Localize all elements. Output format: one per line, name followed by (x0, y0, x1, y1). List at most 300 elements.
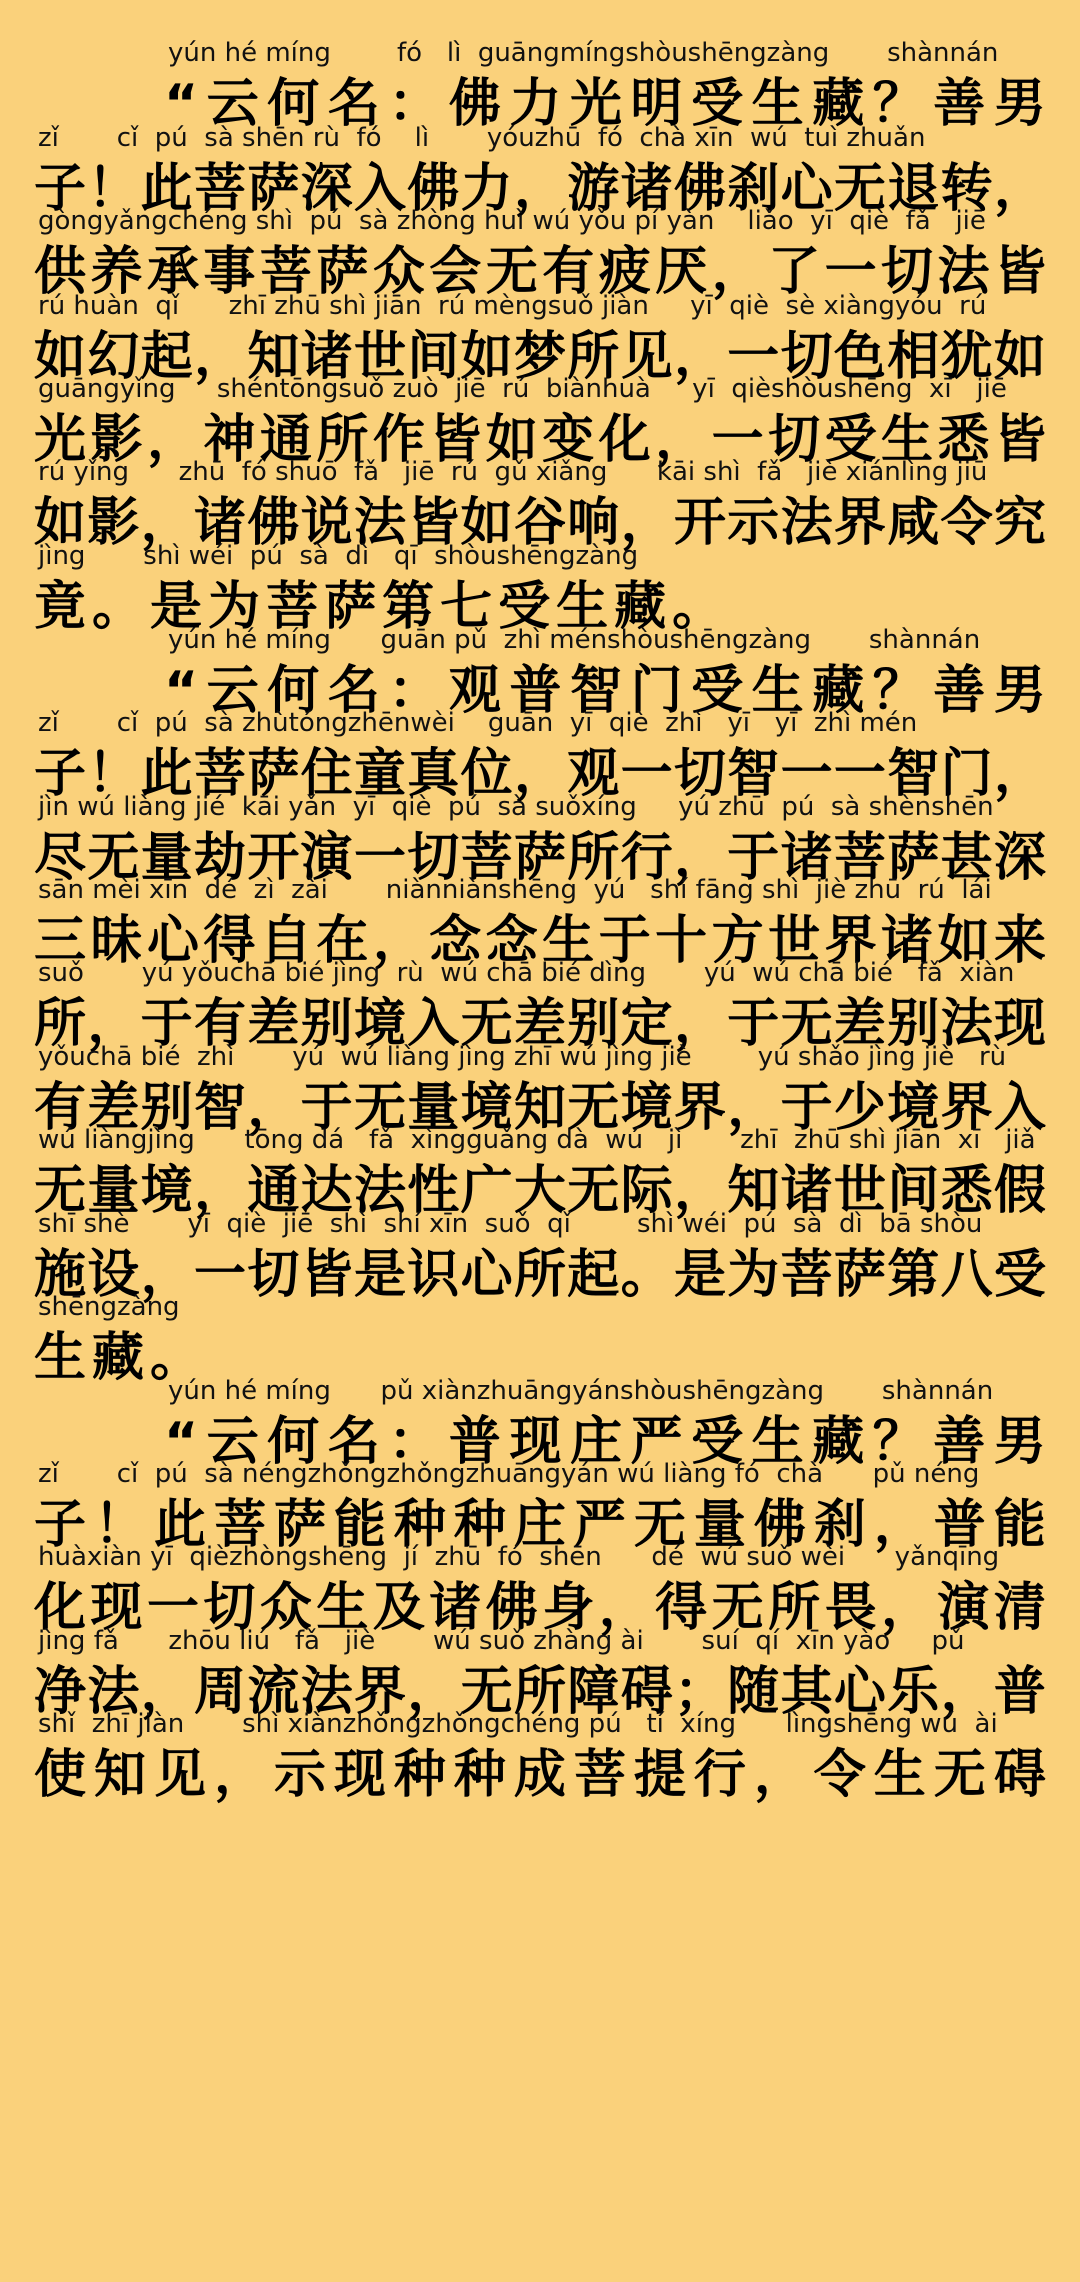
hanzi-char: 智 (727, 744, 780, 804)
hanzi-char: 障 (567, 1662, 620, 1722)
hanzi-char: 藏 (614, 577, 667, 637)
hanzi-char: 为 (208, 577, 261, 637)
hanzi-char: 名 (327, 1412, 380, 1472)
hanzi-char: 如 (34, 493, 87, 553)
hanzi-char: 得 (655, 1578, 708, 1638)
hanzi-char: 菩 (460, 828, 513, 888)
hanzi-char: 法 (87, 1662, 140, 1722)
hanzi-char: ， (140, 1245, 193, 1305)
hanzi-char: 劫 (193, 828, 246, 888)
hanzi-char: ？ (872, 661, 925, 721)
hanzi-char: 知 (247, 327, 300, 387)
hanzi-char: 心 (146, 911, 199, 971)
hanzi-char: 一 (353, 828, 406, 888)
hanzi-char: ？ (872, 74, 925, 134)
hanzi-char: 一 (780, 744, 833, 804)
hanzi-char: 开 (247, 828, 300, 888)
hanzi-char: 竟 (34, 577, 87, 637)
pinyin-line: yún hé míng guān pǔ zhì ménshòushēngzàng shànnán (168, 625, 981, 655)
hanzi-char: 智 (887, 744, 940, 804)
hanzi-char: 诸 (300, 327, 353, 387)
hanzi-char: 方 (711, 911, 764, 971)
hanzi-char: 大 (513, 1161, 566, 1221)
hanzi-char: ， (673, 994, 726, 1054)
hanzi-char: 此 (140, 744, 193, 804)
hanzi-char: 差 (247, 994, 300, 1054)
hanzi-char: 施 (34, 1245, 87, 1305)
hanzi-char: 提 (633, 1745, 686, 1805)
hanzi-char: 境 (353, 994, 406, 1054)
hanzi-char: ， (881, 1578, 934, 1638)
pinyin-line: gòngyǎngchéng shì pú sà zhòng huì wú yǒu pí yàn liǎo yī qiè fǎ jiē (38, 206, 986, 236)
hanzi-char: 男 (993, 661, 1046, 721)
hanzi-char: 世 (768, 911, 821, 971)
hanzi-char: 自 (259, 911, 312, 971)
hanzi-char: “ (164, 74, 199, 134)
hanzi-char: 众 (372, 242, 425, 302)
hanzi-char: 一 (833, 744, 886, 804)
hanzi-char: ； (673, 1662, 726, 1722)
hanzi-char: 设 (87, 1245, 140, 1305)
hanzi-char: 皆 (993, 242, 1046, 302)
hanzi-char: 畏 (824, 1578, 877, 1638)
hanzi-char: 子 (34, 159, 87, 219)
hanzi-char: 如 (485, 410, 538, 470)
hanzi-char: ， (753, 1745, 806, 1805)
hanzi-char: 受 (691, 74, 744, 134)
hanzi-char: 藏 (812, 74, 865, 134)
hanzi-char: 知 (513, 1078, 566, 1138)
hanzi-char: 何 (267, 661, 320, 721)
hanzi-char: 童 (353, 744, 406, 804)
hanzi-char: 佛 (247, 493, 300, 553)
hanzi-char: 化 (598, 410, 651, 470)
hanzi-char: 相 (887, 327, 940, 387)
hanzi-char: 切 (203, 1578, 256, 1638)
pinyin-line: zǐ cǐ pú sà shēn rù fó lì yóuzhū fó chà xīn wú tuì zhuǎn (38, 123, 926, 153)
hanzi-char: 乐 (887, 1662, 940, 1722)
hanzi-char: 菩 (193, 744, 246, 804)
hanzi-char: 无 (567, 1078, 620, 1138)
hanzi-char: 境 (620, 1078, 673, 1138)
hanzi-char: 念 (485, 911, 538, 971)
hanzi-char: 藏 (812, 1412, 865, 1472)
hanzi-char: 如 (993, 327, 1046, 387)
hanzi-char: 深 (300, 159, 353, 219)
hanzi-char: 化 (34, 1578, 87, 1638)
hanzi-char: 为 (727, 1245, 780, 1305)
hanzi-char: ？ (872, 1412, 925, 1472)
hanzi-char: 云 (206, 661, 259, 721)
hanzi-char: 现 (90, 1578, 143, 1638)
hanzi-char: 第 (887, 1245, 940, 1305)
hanzi-char: 所 (567, 828, 620, 888)
hanzi-char: 如 (460, 327, 513, 387)
hanzi-char: 起 (140, 327, 193, 387)
hanzi-char: 其 (780, 1662, 833, 1722)
hanzi-char: 受 (993, 1245, 1046, 1305)
hanzi-char: 云 (206, 1412, 259, 1472)
hanzi-char: 如 (34, 327, 87, 387)
hanzi-char: 菩 (213, 1495, 266, 1555)
hanzi-char: 净 (34, 1662, 87, 1722)
hanzi-char: 普 (448, 1412, 501, 1472)
hanzi-char: 萨 (247, 159, 300, 219)
hanzi-char: 光 (570, 74, 623, 134)
hanzi-char: 会 (429, 242, 482, 302)
hanzi-char: 力 (460, 159, 513, 219)
hanzi-char: 受 (824, 410, 877, 470)
hanzi-char: 生 (542, 911, 595, 971)
hanzi-char: 受 (691, 1412, 744, 1472)
hanzi-char: 间 (887, 1161, 940, 1221)
hanzi-char: 界 (824, 911, 877, 971)
hanzi-char: 心 (780, 159, 833, 219)
hanzi-char: 刹 (727, 159, 780, 219)
hanzi-char: 境 (140, 1161, 193, 1221)
hanzi-char: 严 (573, 1495, 626, 1555)
hanzi-char: 界 (940, 1078, 993, 1138)
pinyin-line: huàxiàn yī qièzhòngshēng jí zhū fó shēn dé wú suǒ wèi yǎnqīng (38, 1542, 1000, 1572)
hanzi-char: 种 (393, 1495, 446, 1555)
hanzi-char: 受 (691, 661, 744, 721)
hanzi-char: 藏 (92, 1328, 145, 1388)
hanzi-char: 响 (567, 493, 620, 553)
hanzi-char: 差 (87, 1078, 140, 1138)
pinyin-line: shǐ zhī jiàn shì xiànzhǒngzhǒngchéng pú tí xíng lìngshēng wú ài (38, 1709, 998, 1739)
hanzi-char: 。 (672, 577, 725, 637)
hanzi-char: 何 (267, 74, 320, 134)
hanzi-char: 门 (940, 744, 993, 804)
hanzi-char: 境 (460, 1078, 513, 1138)
hanzi-char: 所 (316, 410, 369, 470)
hanzi-char: 十 (655, 911, 708, 971)
hanzi-char: 子 (34, 1495, 87, 1555)
hanzi-char: ， (673, 828, 726, 888)
hanzi-char: 庄 (570, 1412, 623, 1472)
hanzi-char: 切 (780, 327, 833, 387)
hanzi-char: 行 (693, 1745, 746, 1805)
hanzi-char: 云 (206, 74, 259, 134)
hanzi-char: 神 (203, 410, 256, 470)
pinyin-line: suǒ yú yǒuchā bié jìng rù wú chā bié dìng yú wú chā bié fǎ xiàn (38, 958, 1015, 988)
hanzi-char: 成 (513, 1745, 566, 1805)
hanzi-char: 令 (940, 493, 993, 553)
hanzi-char: 一 (193, 1245, 246, 1305)
hanzi-char: 所 (34, 994, 87, 1054)
hanzi-char: 诸 (193, 493, 246, 553)
hanzi-char: 切 (247, 1245, 300, 1305)
hanzi-char: 所 (513, 1245, 566, 1305)
hanzi-char: 是 (150, 577, 203, 637)
hanzi-char: 萨 (513, 828, 566, 888)
pinyin-line: jìng shì wéi pú sà dì qī shòushēngzàng (38, 541, 639, 571)
hanzi-char: 现 (333, 1745, 386, 1805)
hanzi-char: 令 (813, 1745, 866, 1805)
hanzi-char: 甚 (940, 828, 993, 888)
hanzi-char: 一 (620, 744, 673, 804)
hanzi-char: 菩 (259, 242, 312, 302)
hanzi-char: 清 (993, 1578, 1046, 1638)
hanzi-char: 疲 (598, 242, 651, 302)
hanzi-char: 达 (300, 1161, 353, 1221)
hanzi-char: 无 (711, 1578, 764, 1638)
hanzi-char: 能 (993, 1495, 1046, 1555)
hanzi-char: 庄 (513, 1495, 566, 1555)
hanzi-char: 有 (193, 994, 246, 1054)
hanzi-char: 起 (567, 1245, 620, 1305)
hanzi-char: 有 (542, 242, 595, 302)
hanzi-char: 佛 (485, 1578, 538, 1638)
hanzi-char: 诸 (780, 1161, 833, 1221)
hanzi-char: 世 (833, 1161, 886, 1221)
hanzi-char: 入 (407, 994, 460, 1054)
hanzi-char: 于 (300, 1078, 353, 1138)
hanzi-char: 智 (193, 1078, 246, 1138)
hanzi-char: 是 (353, 1245, 406, 1305)
hanzi-char: 少 (833, 1078, 886, 1138)
hanzi-char: 悉 (937, 410, 990, 470)
hanzi-char: ， (673, 1161, 726, 1221)
hanzi-char: 真 (407, 744, 460, 804)
hanzi-char: 佛 (448, 74, 501, 134)
hanzi-char: 如 (937, 911, 990, 971)
hanzi-char: 七 (440, 577, 493, 637)
hanzi-char: 说 (300, 493, 353, 553)
hanzi-char: 无 (567, 1161, 620, 1221)
hanzi-char: 菩 (780, 1245, 833, 1305)
hanzi-char: 法 (780, 493, 833, 553)
hanzi-char: 萨 (833, 1245, 886, 1305)
hanzi-char: 广 (460, 1161, 513, 1221)
hanzi-char: ！ (87, 159, 140, 219)
hanzi-char: 生 (34, 1328, 87, 1388)
hanzi-char: 见 (153, 1745, 206, 1805)
pinyin-line: jìng fǎ zhōu liú fǎ jiè wú suǒ zhàng ài suí qí xīn yào pǔ (38, 1626, 965, 1656)
hanzi-char: 演 (300, 828, 353, 888)
hanzi-char: 心 (460, 1245, 513, 1305)
hanzi-char: 此 (140, 159, 193, 219)
hanzi-char: 得 (203, 911, 256, 971)
hanzi-char: 何 (267, 1412, 320, 1472)
hanzi-char: 无 (460, 1662, 513, 1722)
pinyin-line: shēngzàng (38, 1292, 180, 1322)
pinyin-line: yǒuchā bié zhì yú wú liàng jìng zhī wú jìng jiè yú shǎo jìng jiè rù (38, 1042, 1007, 1072)
hanzi-char: 识 (407, 1245, 460, 1305)
hanzi-char: 无 (353, 1078, 406, 1138)
hanzi-char: 知 (93, 1745, 146, 1805)
hanzi-char: 定 (620, 994, 673, 1054)
hanzi-char: 法 (353, 1161, 406, 1221)
hanzi-char: 于 (598, 911, 651, 971)
hanzi-char: 生 (881, 410, 934, 470)
hanzi-char: 三 (34, 911, 87, 971)
hanzi-char: 影 (90, 410, 143, 470)
hanzi-char: 法 (937, 242, 990, 302)
hanzi-char: 男 (993, 1412, 1046, 1472)
hanzi-char: 萨 (273, 1495, 326, 1555)
hanzi-char: 无 (34, 1161, 87, 1221)
hanzi-char: 示 (727, 493, 780, 553)
hanzi-char: 名 (327, 74, 380, 134)
hanzi-line-chars (34, 1743, 1046, 1807)
hanzi-char: 生 (556, 577, 609, 637)
hanzi-char: 智 (570, 661, 623, 721)
hanzi-char: 于 (727, 828, 780, 888)
hanzi-char: ， (727, 1078, 780, 1138)
hanzi-char: 入 (353, 159, 406, 219)
hanzi-char: 量 (693, 1495, 746, 1555)
hanzi-char: 境 (887, 1078, 940, 1138)
hanzi-char: 别 (140, 1078, 193, 1138)
hanzi-char: 子 (34, 744, 87, 804)
hanzi-char: 影 (87, 493, 140, 553)
hanzi-char: 明 (630, 74, 683, 134)
hanzi-char: 所 (567, 327, 620, 387)
hanzi-char: 一 (824, 242, 877, 302)
hanzi-char: 咸 (887, 493, 940, 553)
pinyin-line: rú yǐng zhū fó shuō fǎ jiē rú gǔ xiǎng kāi shì fǎ jiè xiánlìng jiū (38, 457, 988, 487)
hanzi-line (0, 1743, 1080, 1807)
hanzi-char: 有 (34, 1078, 87, 1138)
hanzi-char: 知 (727, 1161, 780, 1221)
hanzi-char: 第 (382, 577, 435, 637)
hanzi-char: 量 (407, 1078, 460, 1138)
hanzi-char: 善 (933, 1412, 986, 1472)
hanzi-char: 无 (460, 994, 513, 1054)
hanzi-char: 众 (259, 1578, 312, 1638)
hanzi-char: 厌 (655, 242, 708, 302)
pinyin-line: yún hé míng fó lì guāngmíngshòushēngzàng shànnán (168, 38, 999, 68)
hanzi-char: 普 (933, 1495, 986, 1555)
hanzi-char: 切 (407, 828, 460, 888)
hanzi-char: 差 (833, 994, 886, 1054)
hanzi-char: 藏 (812, 661, 865, 721)
hanzi-char: 深 (993, 828, 1046, 888)
hanzi-char: 切 (881, 242, 934, 302)
hanzi-char: 来 (993, 911, 1046, 971)
pinyin-line: sān mèi xīn dé zì zài niànniànshēng yú shí fāng shì jiè zhū rú lái (38, 875, 992, 905)
hanzi-char: 一 (146, 1578, 199, 1638)
hanzi-char: 量 (87, 1161, 140, 1221)
hanzi-char: 差 (513, 994, 566, 1054)
hanzi-char: ， (598, 1578, 651, 1638)
hanzi-char: ： (388, 661, 441, 721)
hanzi-char: 如 (460, 493, 513, 553)
hanzi-char: 心 (833, 1662, 886, 1722)
hanzi-char: 生 (751, 1412, 804, 1472)
hanzi-char: ！ (87, 744, 140, 804)
hanzi-char: 生 (316, 1578, 369, 1638)
hanzi-char: 假 (993, 1161, 1046, 1221)
hanzi-char: 能 (333, 1495, 386, 1555)
pinyin-line: rú huàn qǐ zhī zhū shì jiān rú mèngsuǒ jiàn yī qiè sè xiàngyóu rú (38, 291, 987, 321)
hanzi-char: ， (372, 911, 425, 971)
hanzi-char: 名 (327, 661, 380, 721)
hanzi-char: 法 (353, 493, 406, 553)
hanzi-char: ！ (93, 1495, 146, 1555)
hanzi-char: 幻 (87, 327, 140, 387)
hanzi-char: 及 (372, 1578, 425, 1638)
hanzi-char: ， (620, 493, 673, 553)
hanzi-char: 诸 (429, 1578, 482, 1638)
hanzi-char: 事 (203, 242, 256, 302)
hanzi-char: 萨 (887, 828, 940, 888)
hanzi-char: 诸 (780, 828, 833, 888)
hanzi-char: 现 (993, 994, 1046, 1054)
hanzi-char: 现 (509, 1412, 562, 1472)
hanzi-char: 使 (34, 1745, 87, 1805)
hanzi-char: 于 (780, 1078, 833, 1138)
hanzi-char: 无 (780, 994, 833, 1054)
hanzi-char: 善 (933, 74, 986, 134)
hanzi-char: 力 (509, 74, 562, 134)
hanzi-char: 转 (940, 159, 993, 219)
hanzi-char: 世 (353, 327, 406, 387)
hanzi-char: 流 (247, 1662, 300, 1722)
hanzi-char: ， (213, 1745, 266, 1805)
hanzi-char: 皆 (407, 493, 460, 553)
hanzi-char: 谷 (513, 493, 566, 553)
hanzi-char: 别 (887, 994, 940, 1054)
hanzi-char: 萨 (316, 242, 369, 302)
hanzi-char: 游 (567, 159, 620, 219)
hanzi-char: 昧 (90, 911, 143, 971)
hanzi-char: 种 (393, 1745, 446, 1805)
hanzi-char: 普 (993, 1662, 1046, 1722)
hanzi-char: ， (140, 1662, 193, 1722)
hanzi-char: ， (655, 410, 708, 470)
hanzi-char: 际 (620, 1161, 673, 1221)
hanzi-char: 生 (873, 1745, 926, 1805)
hanzi-char: 刹 (813, 1495, 866, 1555)
hanzi-char: 念 (429, 911, 482, 971)
hanzi-char: 一 (727, 327, 780, 387)
hanzi-char: 普 (509, 661, 562, 721)
hanzi-char: 梦 (513, 327, 566, 387)
hanzi-char: 界 (833, 493, 886, 553)
hanzi-char: 究 (993, 493, 1046, 553)
hanzi-char: 皆 (993, 410, 1046, 470)
hanzi-char: 供 (34, 242, 87, 302)
hanzi-char: 通 (247, 1161, 300, 1221)
hanzi-char: 量 (140, 828, 193, 888)
hanzi-char: ， (993, 159, 1046, 219)
hanzi-char: 位 (460, 744, 513, 804)
hanzi-char: 萨 (324, 577, 377, 637)
hanzi-char: 。 (620, 1245, 673, 1305)
hanzi-char: ， (513, 159, 566, 219)
hanzi-char: 碍 (620, 1662, 673, 1722)
hanzi-char: 作 (372, 410, 425, 470)
hanzi-char: ， (513, 744, 566, 804)
hanzi-char: 严 (630, 1412, 683, 1472)
hanzi-char: 碍 (993, 1745, 1046, 1805)
hanzi-char: 是 (673, 1245, 726, 1305)
hanzi-char: 间 (407, 327, 460, 387)
hanzi-char: 周 (193, 1662, 246, 1722)
hanzi-char: 了 (768, 242, 821, 302)
hanzi-char: 此 (153, 1495, 206, 1555)
hanzi-char: 犹 (940, 327, 993, 387)
hanzi-char: ： (388, 1412, 441, 1472)
hanzi-char: ， (711, 242, 764, 302)
hanzi-char: 身 (542, 1578, 595, 1638)
hanzi-char: 观 (448, 661, 501, 721)
hanzi-char: 无 (933, 1745, 986, 1805)
hanzi-char: 于 (727, 994, 780, 1054)
hanzi-char: 所 (768, 1578, 821, 1638)
